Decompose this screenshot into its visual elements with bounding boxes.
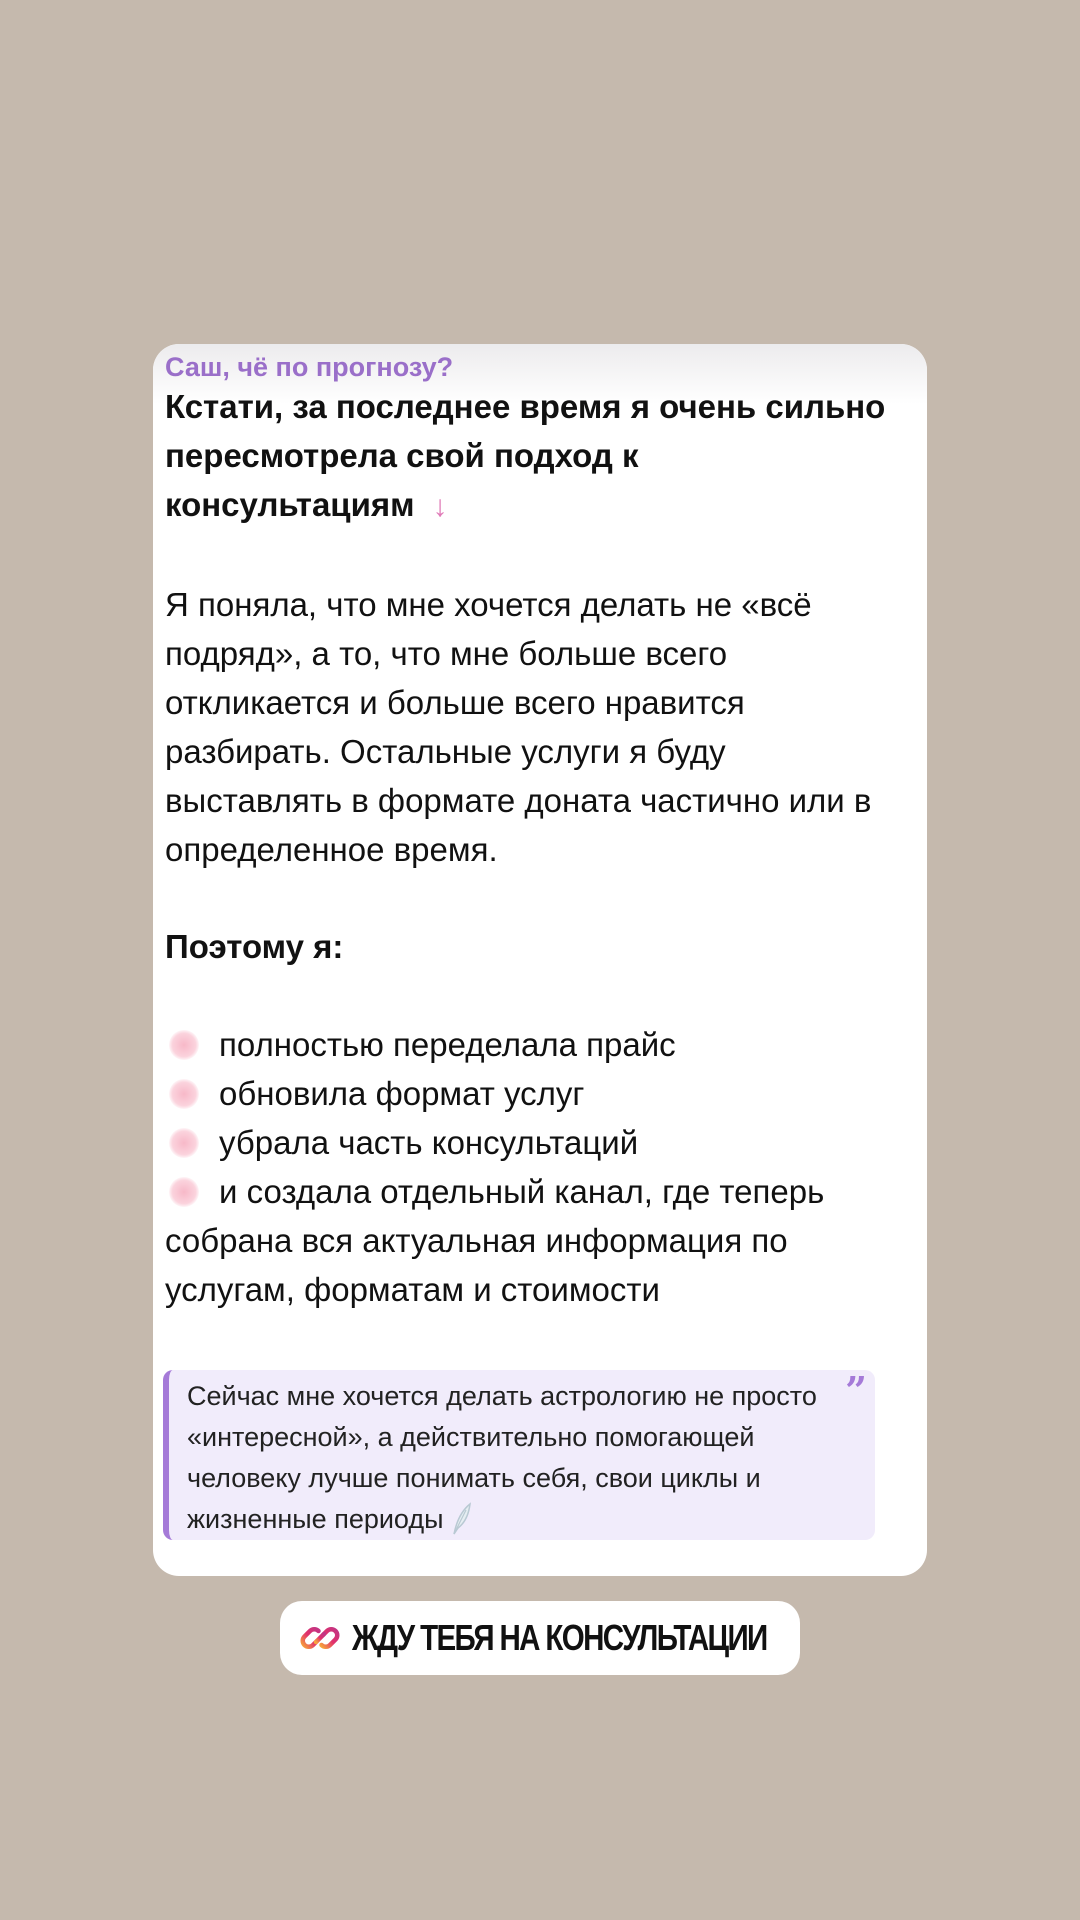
arrow-down-icon: ↓ (432, 490, 448, 523)
list-item-text: и создала отдельный канал, где теперь собрана вся актуальная информация по услугам, форматам и стоимости (165, 1173, 825, 1308)
list-item-text: полностью переделала прайс (219, 1026, 676, 1063)
quote-text: Сейчас мне хочется делать астрологию не просто «интересной», а действительно помогающей человеку лучше понимать себя, свои циклы и жизненные периоды (187, 1381, 817, 1534)
pink-dot-icon (169, 1079, 199, 1109)
list-item (165, 1069, 910, 1118)
pink-dot-icon (169, 1030, 199, 1060)
link-sticker[interactable] (280, 1601, 800, 1675)
headline (165, 382, 905, 531)
list-item-text: обновила формат услуг (219, 1075, 585, 1112)
pink-dot-icon (169, 1128, 199, 1158)
list-item-text: убрала часть консультаций (219, 1124, 639, 1161)
link-icon (298, 1616, 342, 1660)
story-text-card (153, 344, 927, 1576)
headline-text: Кстати, за последнее время я очень сильно пересмотрела свой подход к консультациям (165, 388, 886, 523)
reply-header: Саш, чё по прогнозу? (165, 352, 454, 382)
feather-icon (450, 1502, 472, 1536)
section-title: Поэтому я: (165, 928, 344, 965)
bullet-list (165, 1020, 910, 1314)
list-item (165, 1118, 910, 1167)
paragraph: Я поняла, что мне хочется делать не «всё подряд», а то, что мне больше всего откликается и больше всего нравится разбирать. Остальные услуги я буду выставлять в формате доната частично или в определенное время. (165, 586, 872, 868)
list-item (165, 1020, 910, 1069)
quote-block (163, 1370, 875, 1540)
pink-dot-icon (169, 1177, 199, 1207)
link-sticker-label: ЖДУ ТЕБЯ НА КОНСУЛЬТАЦИИ (352, 1617, 767, 1658)
list-item (165, 1167, 910, 1314)
quote-mark-icon: ” (845, 1368, 867, 1413)
